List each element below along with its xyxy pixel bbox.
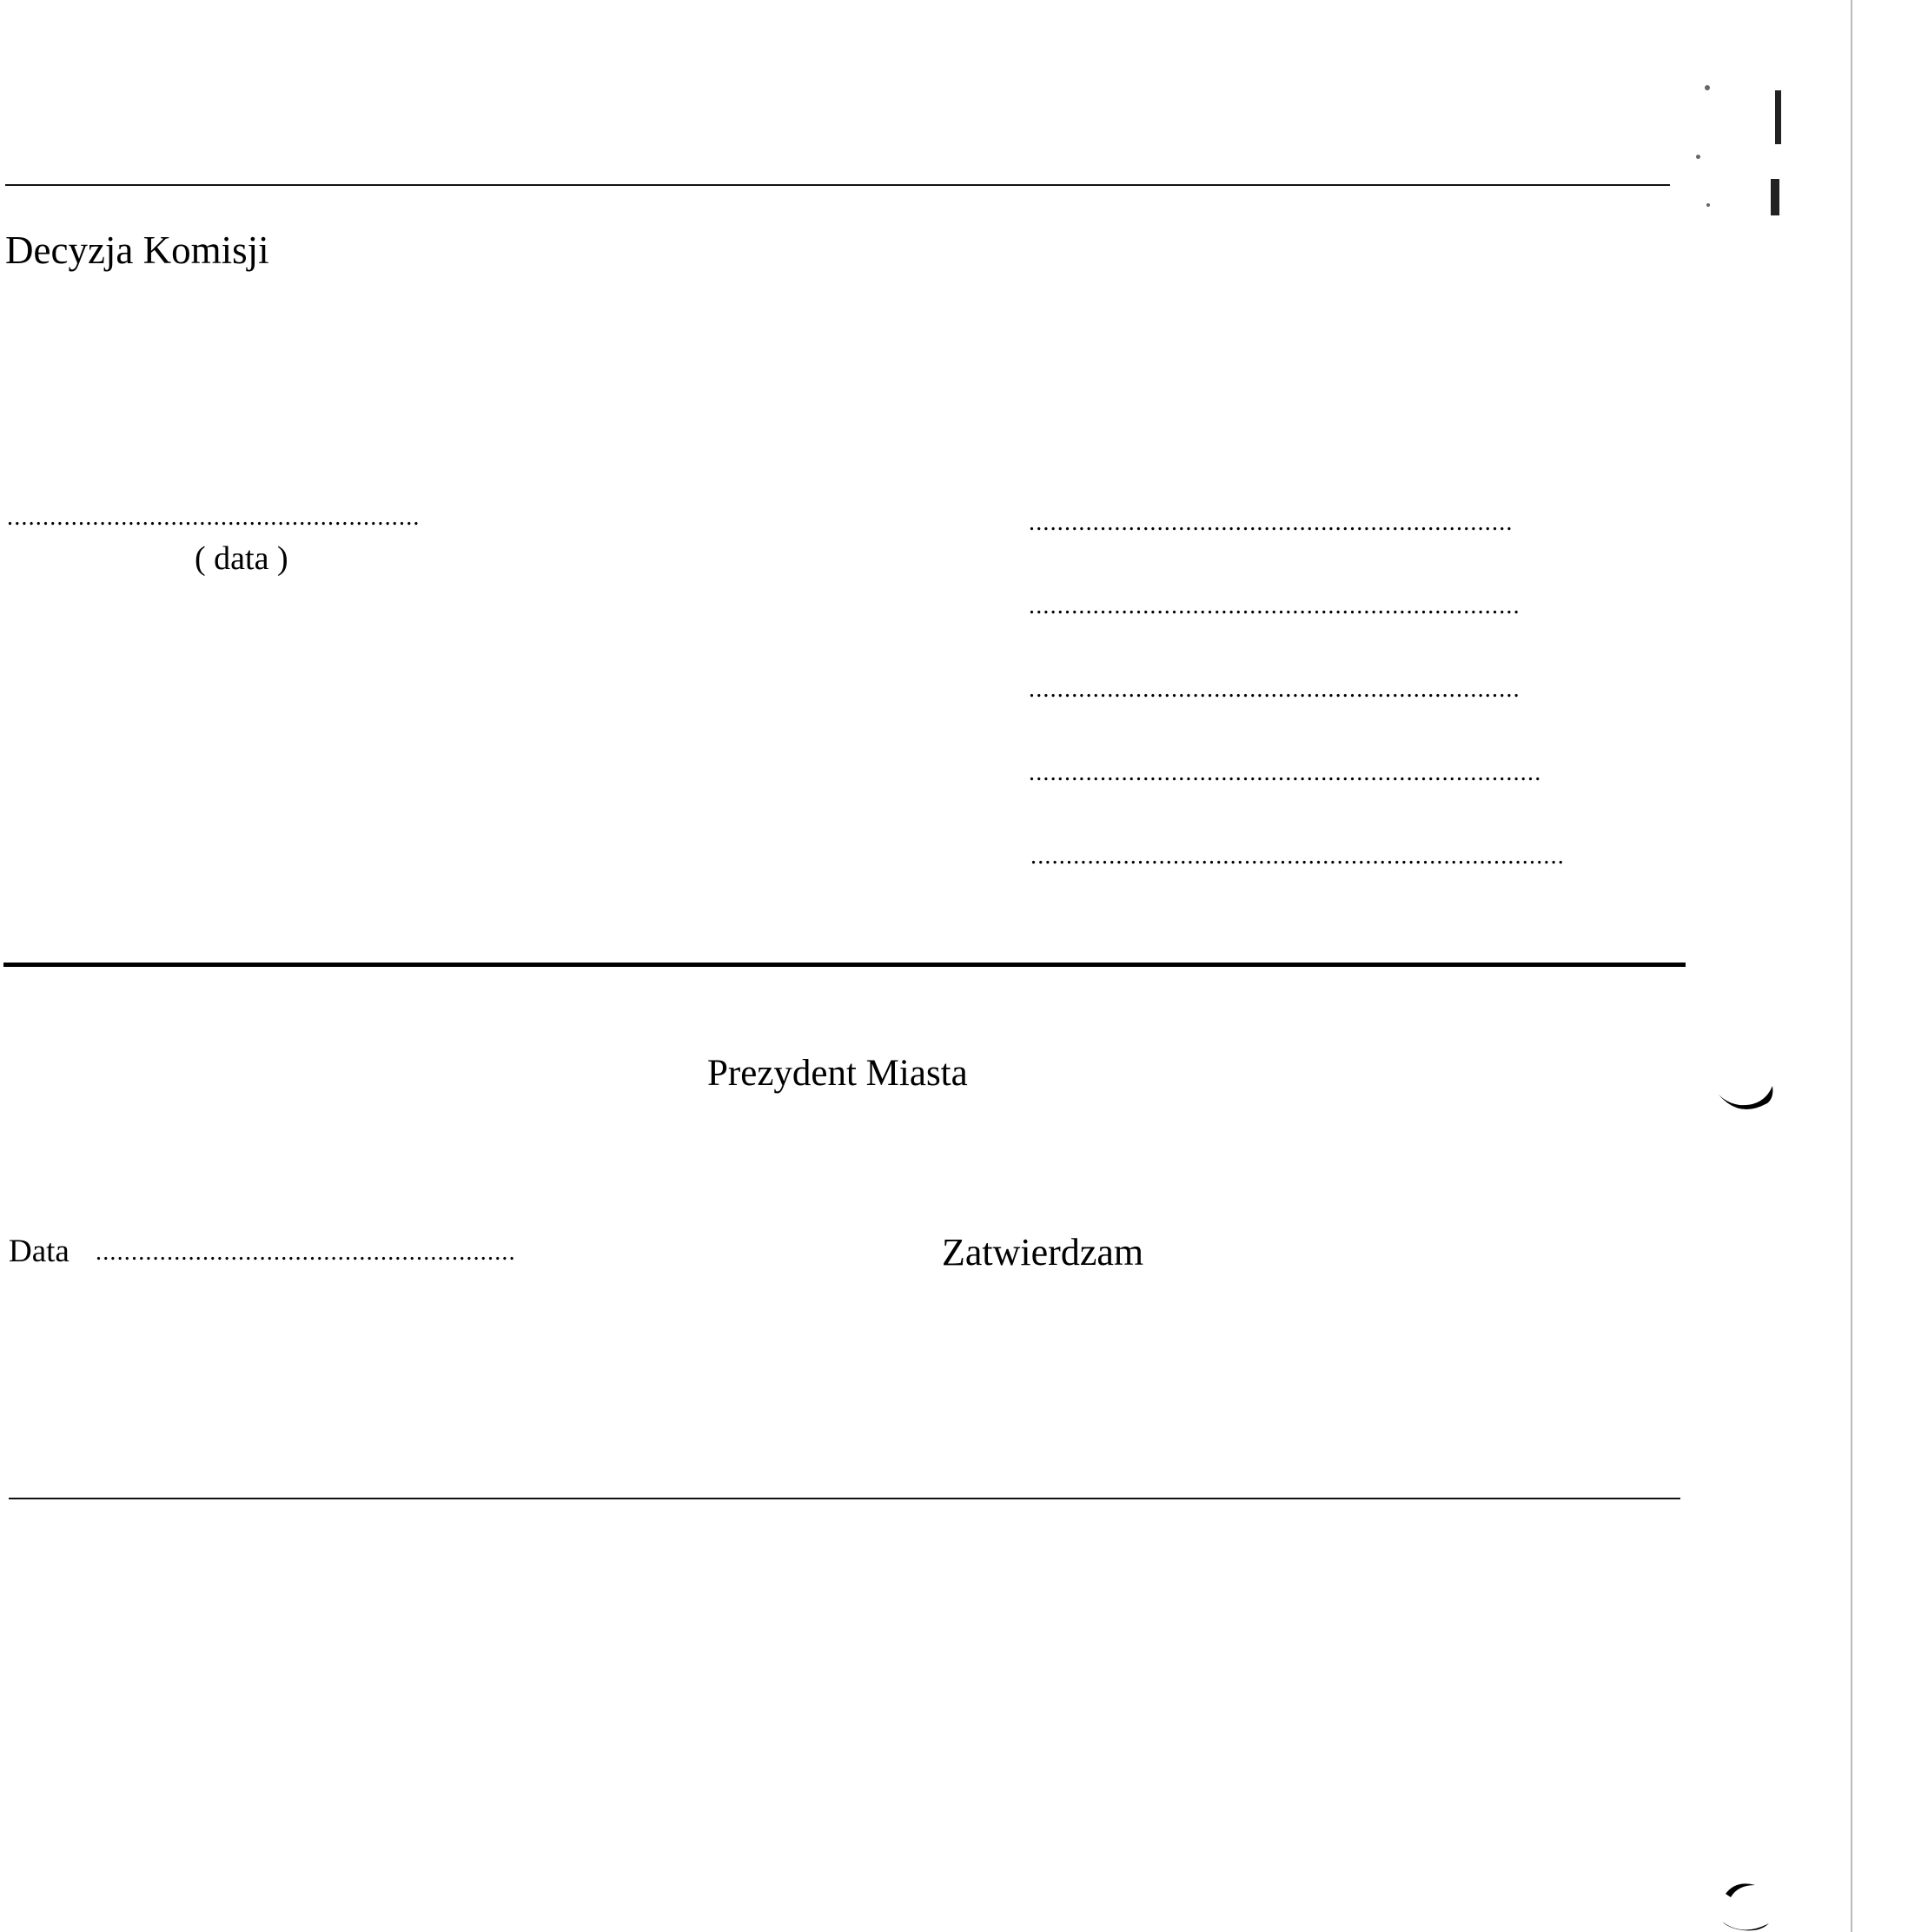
signature-line-1[interactable]: .................................................................... [1029, 509, 1514, 536]
data-label: Data [9, 1234, 70, 1269]
date-line[interactable]: .......................................................... [7, 504, 421, 531]
signature-line-2[interactable]: ..................................................................... [1029, 592, 1520, 619]
scan-mark-top [1775, 90, 1781, 144]
signature-line-5[interactable]: ........................................................................... [1030, 843, 1565, 870]
signature-line-3[interactable]: ..................................................................... [1029, 676, 1520, 703]
punch-hole-mark [1713, 1065, 1783, 1126]
signature-line-4[interactable]: ........................................................................ [1029, 759, 1542, 786]
decision-heading: Decyzja Komisji [5, 228, 269, 272]
date-caption: ( data ) [195, 540, 288, 577]
bottom-rule [9, 1498, 1680, 1499]
scan-speck [1696, 155, 1700, 159]
punch-hole-mark [1717, 1876, 1778, 1932]
approve-label: Zatwierdzam [942, 1231, 1144, 1274]
section-separator [3, 963, 1686, 967]
scan-edge-line [1851, 0, 1852, 1932]
scan-mark-middle [1771, 179, 1779, 215]
data-line[interactable]: ........................................................... [96, 1239, 516, 1266]
scan-speck [1705, 85, 1710, 90]
scan-speck [1706, 203, 1710, 207]
president-heading: Prezydent Miasta [707, 1053, 968, 1094]
top-rule [5, 184, 1670, 186]
